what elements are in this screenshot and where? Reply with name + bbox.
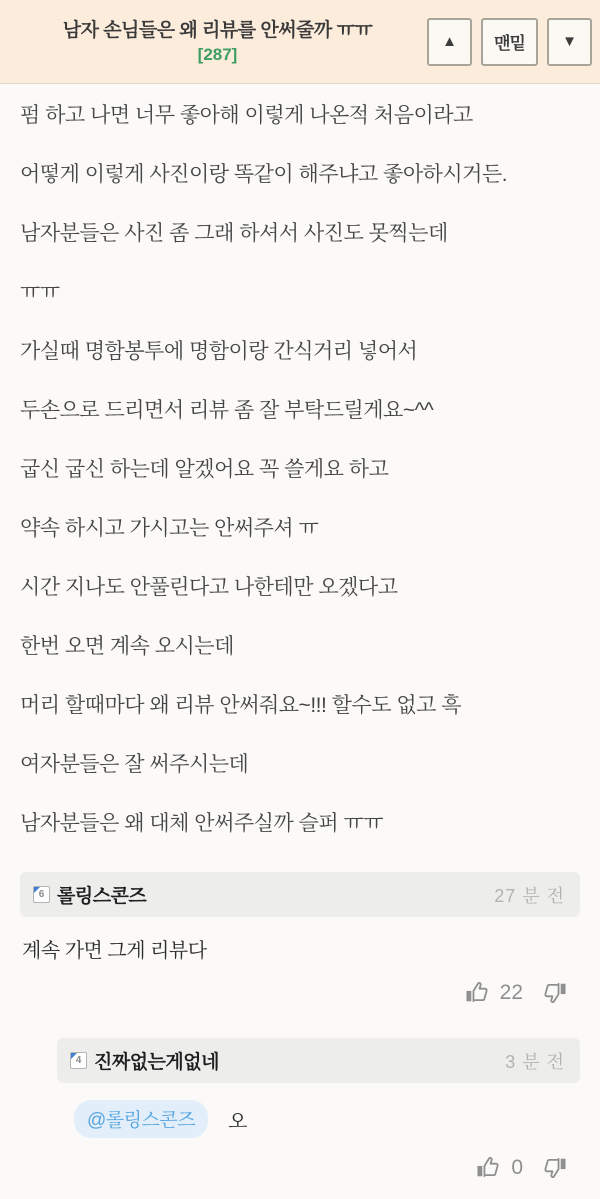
comment-section bbox=[20, 872, 580, 1181]
scroll-down-button[interactable] bbox=[547, 18, 592, 66]
like-count: 22 bbox=[499, 980, 523, 1004]
post-paragraph: 펌 하고 나면 너무 좋아해 이렇게 나온적 처음이라고 bbox=[20, 104, 473, 127]
mention-tag[interactable]: @롤링스콘즈 bbox=[74, 1100, 208, 1138]
post-paragraph: 여자분들은 잘 써주시는데 bbox=[20, 753, 249, 776]
comment-vote-row bbox=[20, 975, 580, 1020]
comment-vote-row bbox=[20, 1150, 580, 1181]
post-body bbox=[0, 84, 600, 835]
post-paragraph: 머리 할때마다 왜 리뷰 안써줘요~!!! 할수도 없고 흑 bbox=[20, 694, 462, 717]
post-paragraph: 두손으로 드리면서 리뷰 좀 잘 부탁드릴게요~^^ bbox=[20, 399, 434, 422]
to-bottom-button[interactable]: 맨밑 bbox=[481, 18, 538, 66]
comment-header bbox=[57, 1038, 580, 1083]
nav-buttons bbox=[427, 18, 592, 66]
comment-header bbox=[20, 872, 580, 917]
post-paragraph: ㅠㅠ bbox=[20, 281, 60, 304]
user-level-badge-icon: 4 bbox=[70, 1052, 87, 1069]
thumbs-up-icon[interactable] bbox=[464, 979, 491, 1006]
comment bbox=[20, 872, 580, 1020]
post-paragraph: 한번 오면 계속 오시는데 bbox=[20, 635, 234, 658]
post-paragraph: 남자분들은 사진 좀 그래 하셔서 사진도 못찍는데 bbox=[20, 222, 448, 245]
down-arrow-icon: ▼ bbox=[562, 33, 577, 50]
post-title-block bbox=[14, 18, 427, 66]
comment-text: 계속 가면 그게 리뷰다 bbox=[22, 940, 207, 962]
user-level-badge-icon: 6 bbox=[33, 886, 50, 903]
comment-author[interactable]: 진짜없는게없네 bbox=[94, 1052, 219, 1073]
comment-author[interactable]: 롤링스콘즈 bbox=[57, 886, 147, 907]
comment-reply bbox=[20, 1038, 580, 1181]
post-paragraph: 시간 지나도 안풀린다고 나한테만 오겠다고 bbox=[20, 576, 398, 599]
comment-timestamp: 27 분 전 bbox=[494, 885, 565, 906]
reply-text: 오 bbox=[228, 1110, 247, 1133]
thumbs-down-icon[interactable] bbox=[541, 1154, 568, 1181]
post-paragraph: 남자분들은 왜 대체 안써주실까 슬퍼 ㅠㅠ bbox=[20, 812, 384, 835]
up-arrow-icon: ▲ bbox=[442, 33, 457, 50]
post-paragraph: 굽신 굽신 하는데 알겠어요 꼭 쓸게요 하고 bbox=[20, 458, 389, 481]
post-title: 남자 손님들은 왜 리뷰를 안써줄까 ㅠㅠ bbox=[62, 19, 373, 41]
comment-count: [287] bbox=[197, 45, 238, 65]
comment-timestamp: 3 분 전 bbox=[505, 1051, 565, 1072]
thumbs-down-icon[interactable] bbox=[541, 979, 568, 1006]
post-paragraph: 어떻게 이렇게 사진이랑 똑같이 해주냐고 좋아하시거든. bbox=[20, 163, 508, 186]
post-paragraph: 약속 하시고 가시고는 안써주셔 ㅠ bbox=[20, 517, 319, 540]
thumbs-up-icon[interactable] bbox=[475, 1154, 502, 1181]
like-count: 0 bbox=[511, 1155, 523, 1179]
scroll-up-button[interactable] bbox=[427, 18, 472, 66]
post-header bbox=[0, 0, 600, 84]
post-paragraph: 가실때 명함봉투에 명함이랑 간식거리 넣어서 bbox=[20, 340, 418, 363]
comment-text bbox=[72, 1083, 580, 1150]
